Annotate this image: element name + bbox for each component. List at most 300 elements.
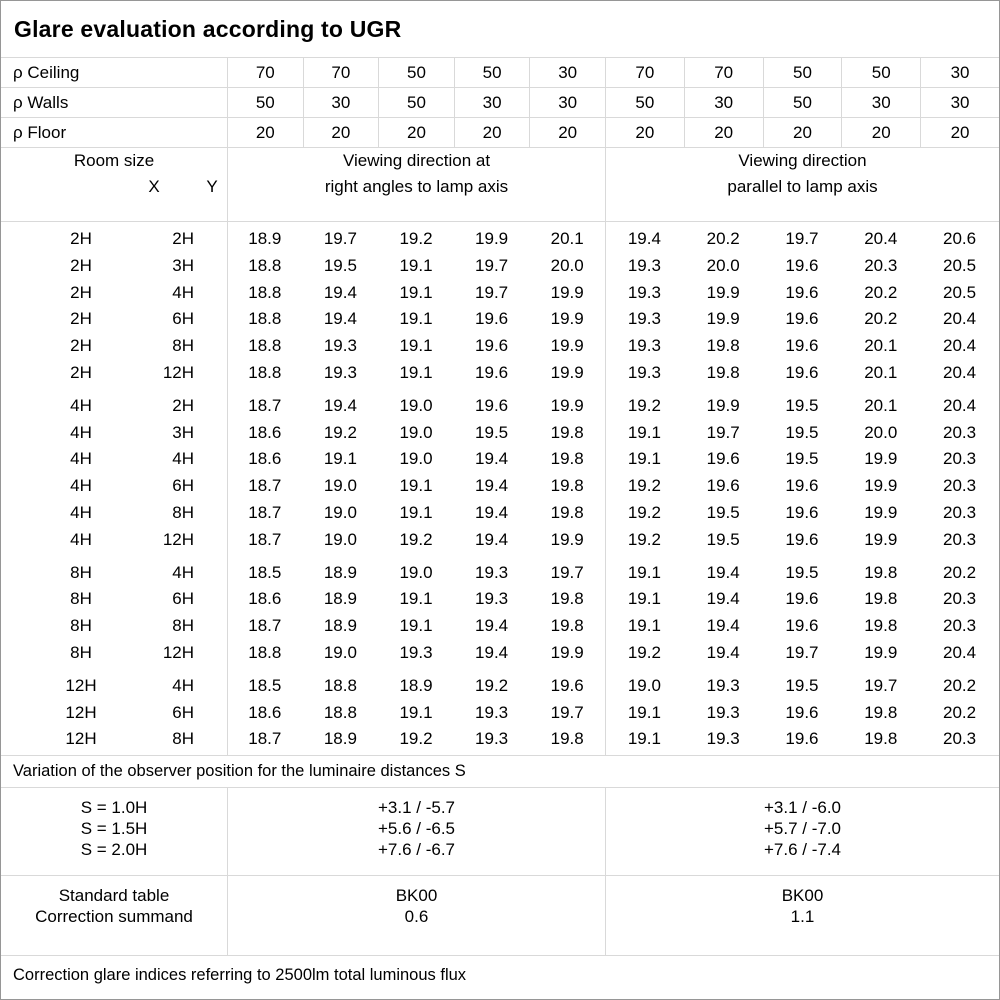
room-size-y-value: 4H — [172, 449, 194, 469]
ugr-value: 19.3 — [475, 702, 509, 722]
ugr-table-row — [1, 393, 999, 420]
reflectance-value: 50 — [763, 88, 842, 117]
ugr-value: 19.4 — [706, 562, 740, 582]
standard-table-section — [1, 876, 999, 956]
reflectance-value: 30 — [529, 88, 605, 117]
room-size-x-value: 2H — [70, 282, 92, 302]
ugr-value: 19.3 — [627, 255, 661, 275]
room-size-label: Room size — [73, 151, 155, 170]
ugr-value: 19.5 — [785, 395, 819, 415]
ugr-value: 18.6 — [248, 449, 282, 469]
room-size-y-value: 8H — [172, 729, 194, 749]
room-size-x-value: 8H — [70, 562, 92, 582]
room-size-y-value: 12H — [162, 362, 194, 382]
ugr-value: 19.6 — [785, 589, 819, 609]
ugr-value: 19.3 — [706, 675, 740, 695]
ugr-value: 19.3 — [323, 336, 357, 356]
ugr-value: 19.7 — [785, 229, 819, 248]
ugr-value: 19.4 — [706, 589, 740, 609]
ugr-value: 19.9 — [706, 282, 740, 302]
ugr-value: 20.4 — [943, 642, 977, 662]
ugr-value: 19.1 — [627, 616, 661, 636]
ugr-value: 18.6 — [248, 589, 282, 609]
ugr-value: 19.0 — [323, 476, 357, 496]
ugr-value: 19.8 — [550, 422, 584, 442]
ugr-value: 19.6 — [785, 336, 819, 356]
ugr-value: 20.0 — [550, 255, 584, 275]
ugr-value: 20.3 — [943, 476, 977, 496]
ugr-value: 20.4 — [943, 395, 977, 415]
reflectance-value: 70 — [227, 58, 303, 87]
ugr-value: 18.8 — [248, 362, 282, 382]
ugr-table-row — [1, 280, 999, 307]
ugr-value: 19.1 — [399, 476, 433, 496]
ugr-table-row — [1, 673, 999, 700]
reflectance-value: 30 — [684, 88, 763, 117]
ugr-value: 19.4 — [475, 449, 509, 469]
reflectance-value: 20 — [605, 118, 684, 147]
ugr-value: 19.3 — [706, 729, 740, 749]
room-size-y-value: 8H — [172, 616, 194, 636]
room-size-x-value: 12H — [65, 675, 97, 695]
ugr-value: 20.2 — [864, 309, 898, 329]
reflectance-value: 50 — [605, 88, 684, 117]
ugr-value: 19.0 — [323, 642, 357, 662]
ugr-value: 19.3 — [399, 642, 433, 662]
reflectance-label-floor: ρ Floor — [13, 123, 67, 142]
ugr-value: 18.9 — [323, 616, 357, 636]
room-size-y-value: 3H — [172, 255, 194, 275]
ugr-value: 19.2 — [627, 502, 661, 522]
reflectance-value: 30 — [454, 88, 530, 117]
room-size-y-value: 8H — [172, 336, 194, 356]
room-size-x-value: 4H — [70, 395, 92, 415]
ugr-value: 20.1 — [864, 362, 898, 382]
reflectance-value: 50 — [227, 88, 303, 117]
s-variation-value: +7.6 / -7.4 — [763, 840, 842, 859]
ugr-value: 18.8 — [248, 255, 282, 275]
ugr-value: 19.6 — [706, 476, 740, 496]
ugr-value: 18.5 — [248, 562, 282, 582]
reflectance-value: 20 — [529, 118, 605, 147]
ugr-value: 20.2 — [864, 282, 898, 302]
parallel-header-line1: Viewing direction — [738, 151, 867, 170]
ugr-value: 20.0 — [864, 422, 898, 442]
ugr-value: 20.1 — [864, 336, 898, 356]
reflectance-value: 20 — [763, 118, 842, 147]
room-size-x-value: 2H — [70, 309, 92, 329]
correction-summand-value: 1.1 — [790, 907, 815, 926]
ugr-value: 19.8 — [864, 616, 898, 636]
ugr-value: 19.0 — [399, 449, 433, 469]
ugr-value: 19.6 — [785, 476, 819, 496]
s-variation-value: +7.6 / -6.7 — [377, 840, 456, 859]
ugr-value: 20.2 — [943, 562, 977, 582]
observer-variation-section — [1, 788, 999, 876]
ugr-value: 19.7 — [550, 562, 584, 582]
ugr-value: 19.8 — [864, 702, 898, 722]
ugr-value: 20.5 — [943, 282, 977, 302]
ugr-value: 19.2 — [399, 729, 433, 749]
ugr-block — [1, 393, 999, 554]
ugr-table-row — [1, 640, 999, 667]
ugr-value: 19.6 — [785, 362, 819, 382]
reflectance-value: 20 — [920, 118, 999, 147]
reflectance-value: 20 — [378, 118, 454, 147]
ugr-value: 19.6 — [550, 675, 584, 695]
ugr-value: 18.8 — [323, 702, 357, 722]
ugr-value: 19.0 — [627, 675, 661, 695]
ugr-value: 19.5 — [785, 449, 819, 469]
ugr-value: 19.6 — [475, 362, 509, 382]
ugr-value: 20.3 — [864, 255, 898, 275]
ugr-block — [1, 226, 999, 387]
ugr-value: 19.6 — [785, 255, 819, 275]
ugr-value: 19.5 — [785, 675, 819, 695]
reflectance-value: 30 — [529, 58, 605, 87]
ugr-value: 19.9 — [864, 502, 898, 522]
ugr-value: 19.0 — [323, 502, 357, 522]
ugr-value: 18.6 — [248, 702, 282, 722]
s-variation-value: +3.1 / -5.7 — [377, 798, 456, 817]
ugr-value: 19.9 — [550, 309, 584, 329]
ugr-value: 19.2 — [399, 529, 433, 549]
ugr-value: 19.7 — [475, 255, 509, 275]
correction-summand-value: 0.6 — [404, 907, 429, 926]
ugr-value: 19.8 — [864, 562, 898, 582]
ugr-value: 20.0 — [706, 255, 740, 275]
ugr-value: 18.9 — [248, 229, 282, 248]
ugr-value: 19.6 — [475, 309, 509, 329]
reflectance-value: 30 — [303, 88, 379, 117]
ugr-value: 19.5 — [706, 529, 740, 549]
room-size-x-label: X — [148, 177, 160, 196]
reflectance-value: 30 — [841, 88, 920, 117]
s-values-right-angles — [227, 788, 605, 875]
standard-table-label: Standard table — [58, 886, 170, 905]
ugr-value: 19.6 — [785, 282, 819, 302]
ugr-value: 19.1 — [399, 702, 433, 722]
right-angles-header-line2: right angles to lamp axis — [324, 177, 509, 196]
ugr-value: 18.7 — [248, 476, 282, 496]
reflectance-value: 50 — [841, 58, 920, 87]
ugr-value: 19.9 — [550, 529, 584, 549]
ugr-value: 20.3 — [943, 616, 977, 636]
standard-labels — [1, 876, 227, 955]
ugr-value: 19.9 — [550, 642, 584, 662]
ugr-value: 19.7 — [785, 642, 819, 662]
room-size-x-value: 8H — [70, 642, 92, 662]
ugr-value: 19.4 — [323, 309, 357, 329]
ugr-value: 20.1 — [550, 229, 584, 248]
ugr-value: 18.8 — [248, 309, 282, 329]
standard-values-right-angles — [227, 876, 605, 955]
column-divider-middle — [605, 222, 606, 755]
ugr-value: 20.4 — [864, 229, 898, 248]
ugr-value: 19.9 — [864, 529, 898, 549]
page-title-text: Glare evaluation according to UGR — [14, 15, 402, 42]
ugr-value: 19.0 — [323, 529, 357, 549]
reflectance-value: 30 — [920, 88, 999, 117]
column-divider-left — [227, 222, 228, 755]
ugr-value: 19.9 — [864, 449, 898, 469]
ugr-value: 18.8 — [248, 282, 282, 302]
ugr-value: 19.3 — [627, 282, 661, 302]
room-size-x-value: 4H — [70, 476, 92, 496]
ugr-value: 18.7 — [248, 395, 282, 415]
ugr-value: 19.1 — [399, 502, 433, 522]
ugr-value: 19.9 — [706, 309, 740, 329]
reflectance-value: 20 — [684, 118, 763, 147]
ugr-value: 19.1 — [323, 449, 357, 469]
ugr-table-row — [1, 726, 999, 753]
ugr-value: 19.4 — [706, 642, 740, 662]
table-header — [1, 148, 999, 222]
room-size-y-value: 12H — [162, 529, 194, 549]
correction-summand-label: Correction summand — [35, 907, 193, 926]
parallel-header — [605, 148, 999, 221]
ugr-value: 19.3 — [627, 309, 661, 329]
ugr-table-row — [1, 500, 999, 527]
ugr-value: 19.3 — [475, 729, 509, 749]
ugr-value: 19.1 — [399, 255, 433, 275]
ugr-value: 19.7 — [706, 422, 740, 442]
ugr-value: 18.7 — [248, 529, 282, 549]
ugr-value: 19.5 — [323, 255, 357, 275]
ugr-value: 19.9 — [864, 476, 898, 496]
room-size-y-label: Y — [206, 177, 218, 196]
ugr-table-row — [1, 527, 999, 554]
ugr-value: 19.4 — [475, 502, 509, 522]
reflectance-row-ceiling — [1, 58, 999, 88]
ugr-value: 19.4 — [706, 616, 740, 636]
ugr-value: 19.6 — [785, 702, 819, 722]
ugr-value: 19.6 — [475, 395, 509, 415]
footer-note-row — [1, 956, 999, 999]
ugr-value: 19.4 — [475, 529, 509, 549]
reflectance-value: 70 — [605, 58, 684, 87]
ugr-value: 18.7 — [248, 616, 282, 636]
reflectance-value: 70 — [303, 58, 379, 87]
ugr-value: 18.5 — [248, 675, 282, 695]
ugr-value: 18.9 — [323, 729, 357, 749]
room-size-y-value: 6H — [172, 702, 194, 722]
variation-note-text: Variation of the observer position for the luminaire distances S — [13, 762, 466, 780]
ugr-value: 19.3 — [627, 362, 661, 382]
ugr-value: 18.8 — [248, 642, 282, 662]
room-size-y-value: 2H — [172, 395, 194, 415]
ugr-table-row — [1, 306, 999, 333]
ugr-value: 20.3 — [943, 502, 977, 522]
room-size-y-value: 6H — [172, 589, 194, 609]
ugr-table-row — [1, 586, 999, 613]
ugr-value: 19.8 — [550, 616, 584, 636]
room-size-x-value: 8H — [70, 616, 92, 636]
ugr-value: 19.1 — [399, 336, 433, 356]
variation-note-row — [1, 756, 999, 788]
room-size-x-value: 4H — [70, 422, 92, 442]
ugr-value: 20.6 — [943, 229, 977, 248]
room-size-y-value: 6H — [172, 476, 194, 496]
ugr-value: 19.7 — [475, 282, 509, 302]
ugr-table-row — [1, 613, 999, 640]
ugr-value: 19.9 — [550, 362, 584, 382]
room-size-y-value: 3H — [172, 422, 194, 442]
room-size-x-value: 12H — [65, 729, 97, 749]
ugr-value: 19.2 — [627, 395, 661, 415]
room-size-y-value: 8H — [172, 502, 194, 522]
ugr-value: 20.2 — [943, 702, 977, 722]
room-size-x-value: 2H — [70, 362, 92, 382]
ugr-table-row — [1, 226, 999, 253]
reflectance-value: 50 — [454, 58, 530, 87]
reflectance-value: 50 — [763, 58, 842, 87]
ugr-value: 19.8 — [550, 449, 584, 469]
ugr-value: 19.0 — [399, 562, 433, 582]
ugr-value: 19.2 — [627, 529, 661, 549]
ugr-value: 19.3 — [475, 589, 509, 609]
ugr-value: 19.2 — [475, 675, 509, 695]
ugr-value: 18.7 — [248, 502, 282, 522]
ugr-value: 19.9 — [706, 395, 740, 415]
ugr-value: 19.4 — [323, 282, 357, 302]
ugr-value: 20.4 — [943, 309, 977, 329]
ugr-value: 19.9 — [475, 229, 509, 248]
reflectance-value: 20 — [303, 118, 379, 147]
ugr-value: 19.1 — [627, 422, 661, 442]
reflectance-value: 20 — [454, 118, 530, 147]
ugr-value: 19.1 — [399, 616, 433, 636]
ugr-value: 19.4 — [475, 642, 509, 662]
ugr-value: 20.4 — [943, 336, 977, 356]
ugr-table-row — [1, 700, 999, 727]
reflectance-value: 50 — [378, 88, 454, 117]
ugr-value: 19.0 — [399, 395, 433, 415]
ugr-value: 18.6 — [248, 422, 282, 442]
ugr-value: 19.7 — [323, 229, 357, 248]
ugr-value: 20.2 — [943, 675, 977, 695]
ugr-table-row — [1, 420, 999, 447]
page-title — [1, 1, 999, 58]
s-distance-labels — [1, 788, 227, 875]
room-size-y-value: 6H — [172, 309, 194, 329]
ugr-value: 19.3 — [627, 336, 661, 356]
right-angles-header — [227, 148, 605, 221]
ugr-value: 19.3 — [475, 562, 509, 582]
ugr-value: 19.1 — [627, 562, 661, 582]
ugr-value: 19.3 — [323, 362, 357, 382]
ugr-value: 20.3 — [943, 729, 977, 749]
ugr-value: 19.8 — [550, 502, 584, 522]
reflectance-value: 20 — [841, 118, 920, 147]
reflectance-value: 30 — [920, 58, 999, 87]
ugr-value: 19.5 — [785, 562, 819, 582]
ugr-value: 19.2 — [627, 476, 661, 496]
ugr-value: 19.9 — [550, 336, 584, 356]
ugr-value: 19.4 — [475, 476, 509, 496]
ugr-value: 19.2 — [323, 422, 357, 442]
ugr-value: 19.8 — [864, 589, 898, 609]
ugr-value: 19.6 — [475, 336, 509, 356]
standard-values-parallel — [605, 876, 999, 955]
room-size-x-value: 12H — [65, 702, 97, 722]
ugr-value: 19.6 — [785, 729, 819, 749]
ugr-value: 20.1 — [864, 395, 898, 415]
ugr-value: 19.6 — [706, 449, 740, 469]
ugr-value: 19.1 — [399, 589, 433, 609]
ugr-value: 18.8 — [323, 675, 357, 695]
ugr-value: 18.9 — [323, 589, 357, 609]
ugr-value: 19.1 — [399, 282, 433, 302]
footer-note-text: Correction glare indices referring to 2500lm total luminous flux — [13, 966, 467, 984]
room-size-x-value: 2H — [70, 336, 92, 356]
ugr-value: 19.1 — [627, 729, 661, 749]
ugr-value: 19.8 — [864, 729, 898, 749]
ugr-value: 19.8 — [550, 589, 584, 609]
s-distance-label: S = 1.0H — [80, 798, 148, 817]
room-size-y-value: 12H — [162, 642, 194, 662]
room-size-x-value: 2H — [70, 229, 92, 248]
ugr-table-row — [1, 446, 999, 473]
s-distance-label: S = 1.5H — [80, 819, 148, 838]
ugr-value: 18.9 — [323, 562, 357, 582]
ugr-value: 19.7 — [550, 702, 584, 722]
ugr-value: 19.1 — [627, 702, 661, 722]
ugr-table-row — [1, 560, 999, 587]
ugr-value: 19.5 — [706, 502, 740, 522]
ugr-table-row — [1, 333, 999, 360]
ugr-table-row — [1, 253, 999, 280]
s-variation-value: +5.7 / -7.0 — [763, 819, 842, 838]
ugr-value: 20.2 — [706, 229, 740, 248]
ugr-value: 19.6 — [785, 309, 819, 329]
ugr-value: 19.8 — [550, 729, 584, 749]
ugr-value: 19.1 — [399, 362, 433, 382]
ugr-value: 19.8 — [550, 476, 584, 496]
room-size-y-value: 4H — [172, 562, 194, 582]
ugr-value: 19.4 — [323, 395, 357, 415]
ugr-value: 19.1 — [399, 309, 433, 329]
ugr-value: 20.3 — [943, 449, 977, 469]
ugr-table-row — [1, 360, 999, 387]
ugr-value: 19.9 — [550, 282, 584, 302]
ugr-value: 20.3 — [943, 422, 977, 442]
ugr-data-area — [1, 222, 999, 756]
ugr-table-row — [1, 473, 999, 500]
s-variation-value: +5.6 / -6.5 — [377, 819, 456, 838]
s-values-parallel — [605, 788, 999, 875]
ugr-value: 19.9 — [864, 642, 898, 662]
ugr-value: 19.5 — [785, 422, 819, 442]
room-size-x-value: 4H — [70, 449, 92, 469]
ugr-value: 19.1 — [627, 589, 661, 609]
ugr-block — [1, 673, 999, 753]
ugr-value: 19.4 — [475, 616, 509, 636]
ugr-value: 19.3 — [706, 702, 740, 722]
reflectance-label-ceiling: ρ Ceiling — [13, 63, 80, 82]
room-size-y-value: 4H — [172, 675, 194, 695]
ugr-value: 20.5 — [943, 255, 977, 275]
standard-table-value: BK00 — [781, 886, 824, 905]
room-size-y-value: 2H — [172, 229, 194, 248]
ugr-value: 18.7 — [248, 729, 282, 749]
ugr-value: 20.4 — [943, 362, 977, 382]
room-size-x-value: 4H — [70, 529, 92, 549]
ugr-value: 19.1 — [627, 449, 661, 469]
ugr-value: 19.2 — [399, 229, 433, 248]
s-distance-label: S = 2.0H — [80, 840, 148, 859]
ugr-value: 18.8 — [248, 336, 282, 356]
